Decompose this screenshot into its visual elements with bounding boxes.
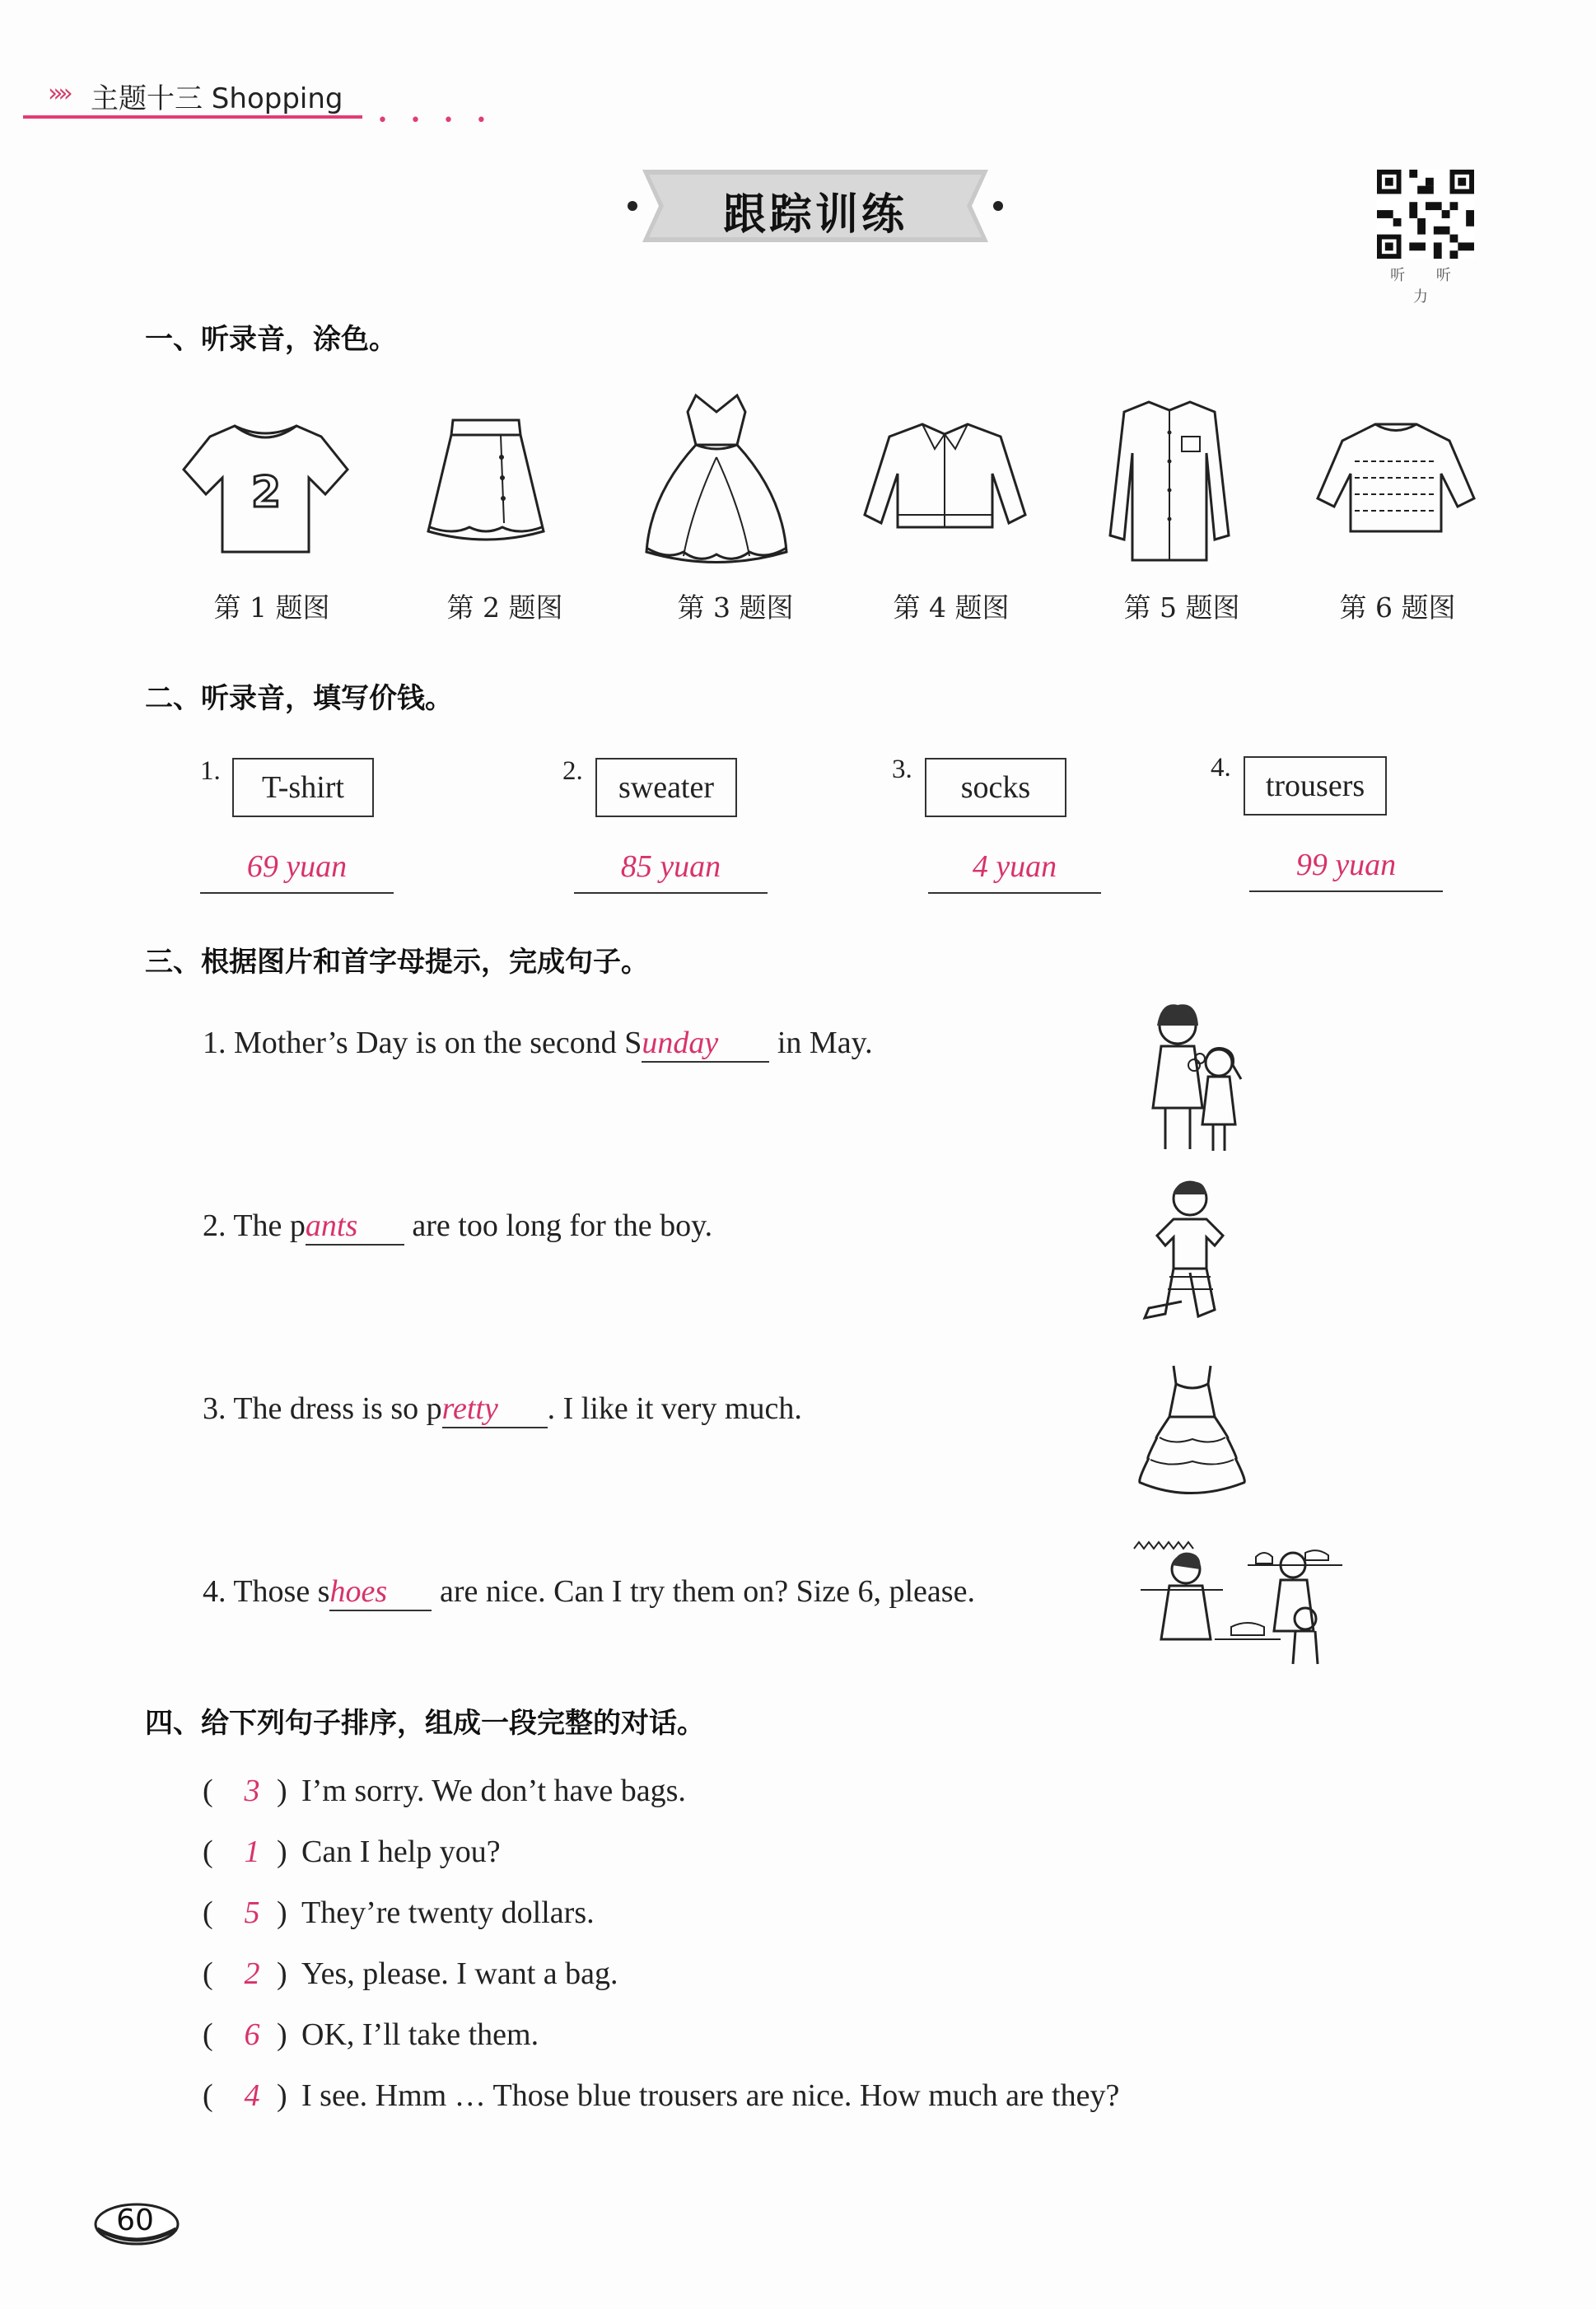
skirt-icon: [420, 412, 552, 552]
price-answer[interactable]: 85 yuan: [620, 849, 721, 884]
dialogue-line: ( 6 ) OK, I’ll take them.: [203, 2017, 539, 2052]
header-dots: • • • •: [377, 110, 495, 131]
dialogue-line: ( 1 ) Can I help you?: [203, 1835, 501, 1869]
chapter-title: 主题十三 Shopping: [91, 82, 343, 115]
word-box: T-shirt: [232, 758, 374, 817]
word-box: socks: [925, 758, 1066, 817]
qr-code-icon[interactable]: [1377, 169, 1474, 259]
item-number: 3.: [892, 755, 912, 784]
header-underline: [23, 115, 362, 119]
order-answer[interactable]: 5: [244, 1895, 260, 1930]
sentence-text: . I like it very much.: [547, 1391, 802, 1426]
fill-blank[interactable]: unday: [642, 1025, 769, 1063]
word-box: trousers: [1244, 756, 1387, 816]
sentence-text: 1. Mother’s Day is on the second S: [203, 1026, 642, 1060]
answer-line: [1249, 890, 1443, 892]
answer-line: [574, 892, 768, 894]
svg-text:2: 2: [251, 468, 282, 517]
sentence-text: 4. Those s: [203, 1574, 330, 1609]
word-box: sweater: [595, 758, 737, 817]
sentence-text: in May.: [769, 1026, 873, 1060]
sentence-text: 3. The dress is so p: [203, 1391, 442, 1426]
figure-caption: 第 3 题图: [677, 591, 794, 624]
figure-caption: 第 1 题图: [213, 591, 330, 624]
banner-title: 跟踪训练: [722, 190, 908, 240]
dress-icon: [1136, 1359, 1248, 1507]
dialogue-text: Yes, please. I want a bag.: [301, 1956, 618, 1991]
dress-icon: [634, 387, 799, 577]
dialogue-line: ( 4 ) I see. Hmm … Those blue trousers are nice. How much are they?: [203, 2078, 1120, 2113]
mother-daughter-icon: [1132, 1001, 1256, 1157]
order-answer[interactable]: 6: [244, 2017, 260, 2052]
sentence-4: [203, 1573, 975, 1611]
section-3-title: 三、根据图片和首字母提示，完成句子。: [145, 946, 649, 979]
figure-caption: 第 4 题图: [893, 591, 1010, 624]
shirt-icon: [1104, 395, 1235, 568]
sweater-icon: [1309, 416, 1482, 540]
double-chevron-icon: »»: [48, 79, 68, 108]
shoe-shop-icon: [1132, 1540, 1346, 1672]
dialogue-line: ( 3 ) I’m sorry. We don’t have bags.: [203, 1774, 686, 1808]
fill-blank[interactable]: ants: [306, 1208, 404, 1246]
dialogue-text: Can I help you?: [301, 1835, 501, 1869]
price-answer[interactable]: 69 yuan: [246, 849, 348, 884]
figure-caption: 第 6 题图: [1339, 591, 1456, 624]
sentence-1: [203, 1025, 873, 1063]
figure-caption: 第 2 题图: [446, 591, 563, 624]
jacket-icon: [856, 416, 1034, 540]
item-number: 4.: [1211, 753, 1231, 783]
dialogue-text: I see. Hmm … Those blue trousers are nice. How much are they?: [301, 2078, 1120, 2113]
order-answer[interactable]: 2: [244, 1956, 260, 1991]
answer-line: [200, 892, 394, 894]
boy-long-pants-icon: [1141, 1178, 1244, 1326]
dialogue-line: ( 5 ) They’re twenty dollars.: [203, 1895, 595, 1930]
order-answer[interactable]: 1: [244, 1835, 260, 1869]
dialogue-line: ( 2 ) Yes, please. I want a bag.: [203, 1956, 618, 1991]
fill-blank[interactable]: retty: [442, 1391, 548, 1428]
t-shirt-icon: [177, 416, 354, 560]
sentence-text: are too long for the boy.: [404, 1208, 713, 1243]
dialogue-text: They’re twenty dollars.: [301, 1895, 595, 1930]
order-answer[interactable]: 3: [244, 1774, 260, 1808]
fill-blank[interactable]: hoes: [329, 1573, 432, 1611]
dialogue-text: OK, I’ll take them.: [301, 2017, 539, 2052]
sentence-2: [203, 1208, 712, 1246]
price-answer[interactable]: 4 yuan: [972, 849, 1057, 884]
section-4-title: 四、给下列句子排序，组成一段完整的对话。: [145, 1707, 705, 1740]
figure-caption: 第 5 题图: [1123, 591, 1240, 624]
answer-line: [928, 892, 1101, 894]
sentence-text: 2. The p: [203, 1208, 306, 1243]
dialogue-text: I’m sorry. We don’t have bags.: [301, 1774, 686, 1808]
section-1-title: 一、听录音，涂色。: [145, 323, 397, 356]
item-number: 1.: [200, 756, 221, 786]
qr-label: 听 听 力: [1390, 267, 1464, 306]
section-2-title: 二、听录音，填写价钱。: [145, 682, 453, 715]
item-number: 2.: [562, 756, 583, 786]
price-answer[interactable]: 99 yuan: [1295, 848, 1397, 882]
order-answer[interactable]: 4: [244, 2078, 260, 2113]
sentence-3: [203, 1391, 802, 1428]
page-number: 60: [116, 2204, 154, 2237]
sentence-text: are nice. Can I try them on? Size 6, please.: [432, 1574, 975, 1609]
